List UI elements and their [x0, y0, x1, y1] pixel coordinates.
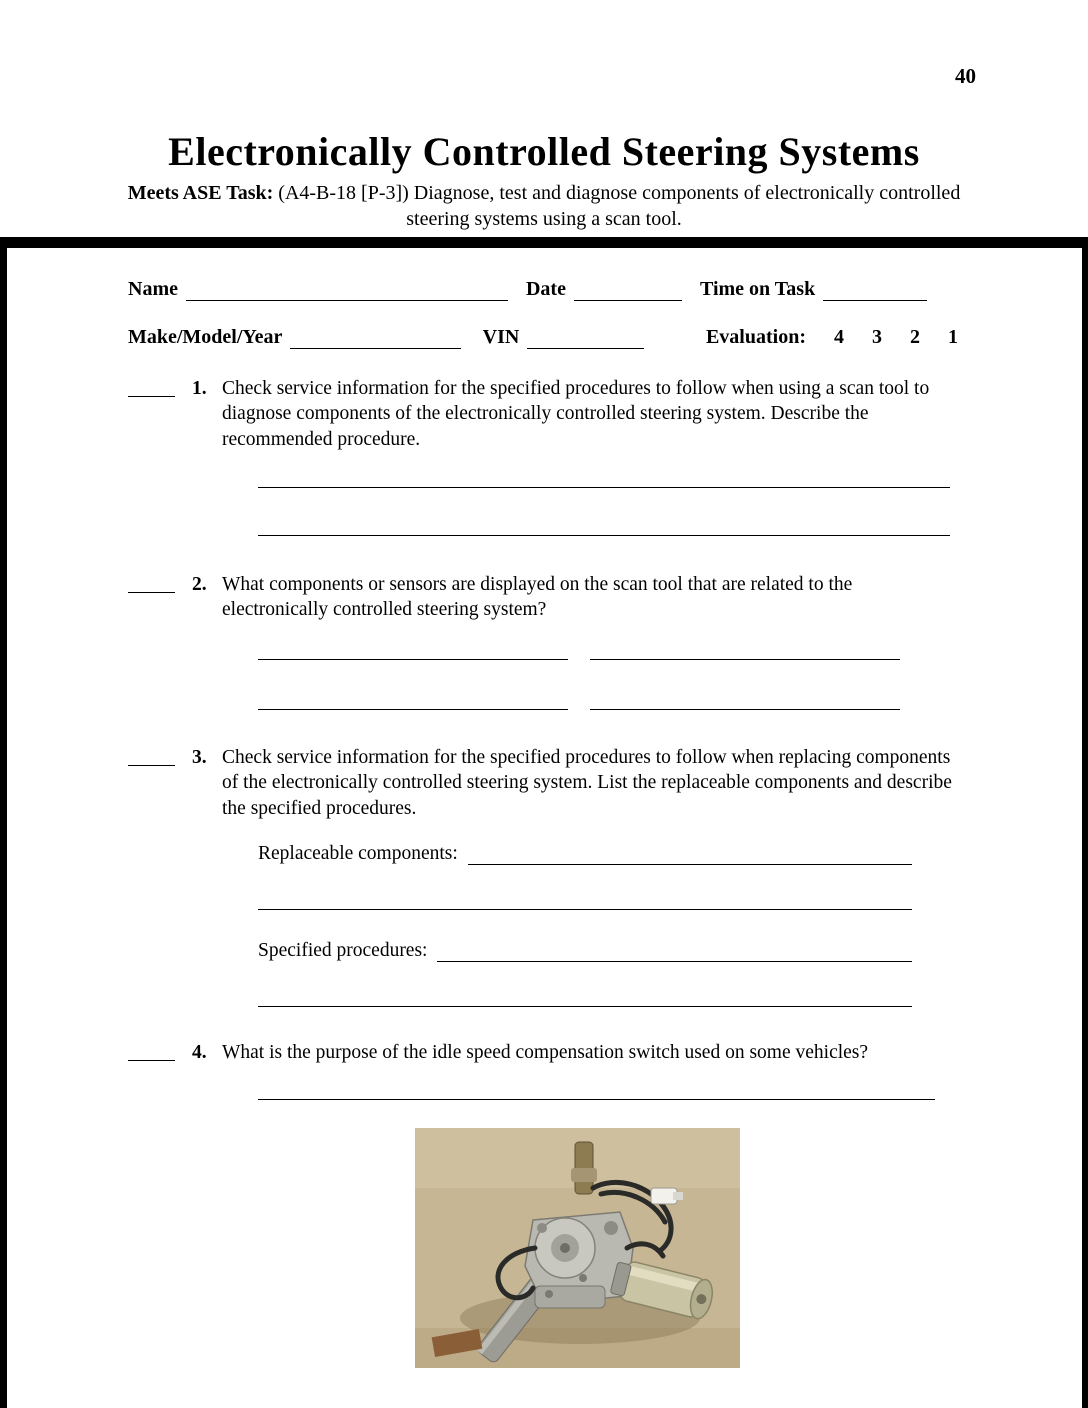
question-1-answer-line-2	[258, 534, 950, 536]
time-on-task-label: Time on Task	[699, 278, 816, 300]
question-4-number: 4.	[192, 1042, 207, 1063]
replaceable-components-label: Replaceable components:	[258, 843, 458, 864]
evaluation-label: Evaluation:	[705, 326, 806, 348]
question-3-check-blank	[128, 745, 175, 766]
evaluation-value-4: 4	[834, 326, 844, 348]
question-3	[128, 745, 956, 821]
question-4	[128, 1040, 956, 1065]
question-2-answer-line-1b	[590, 658, 900, 660]
ase-task-line	[124, 180, 964, 232]
bolt-detail	[579, 1274, 587, 1282]
bolt-detail	[545, 1290, 553, 1298]
specified-procedures-blank	[437, 940, 912, 962]
form-row-identity	[128, 278, 958, 301]
make-model-year-label: Make/Model/Year	[128, 326, 283, 348]
specified-procedures-line-2	[258, 1005, 912, 1007]
ase-task-text: (A4-B-18 [P-3]) Diagnose, test and diagnose components of electronically controlled steering systems using a scan tool.	[278, 182, 961, 230]
date-label: Date	[525, 278, 566, 300]
name-label: Name	[128, 278, 178, 300]
question-4-text: What is the purpose of the idle speed compensation switch used on some vehicles?	[222, 1042, 869, 1063]
name-blank	[186, 279, 508, 301]
header-divider-rule	[0, 237, 1088, 248]
question-4-check-blank	[128, 1040, 175, 1061]
date-blank	[574, 279, 682, 301]
question-2-number: 2.	[192, 574, 207, 595]
question-1-check-blank	[128, 376, 175, 397]
specified-procedures-label: Specified procedures:	[258, 940, 428, 961]
page-number: 40	[955, 64, 976, 88]
vin-blank	[527, 327, 644, 349]
question-3-number: 3.	[192, 747, 207, 768]
make-model-year-blank	[290, 327, 460, 349]
question-2-answer-line-2a	[258, 708, 568, 710]
replaceable-components-blank	[468, 843, 912, 865]
question-2-answer-line-1a	[258, 658, 568, 660]
vin-label: VIN	[482, 326, 520, 348]
question-1-text: Check service information for the specified procedures to follow when using a scan tool to diagnose components of the electronically controlled steering system. Describe the recommended procedure.	[222, 378, 930, 450]
question-1-number: 1.	[192, 378, 207, 399]
page-right-border	[1082, 237, 1088, 1408]
form-row-vehicle	[128, 326, 958, 349]
question-2-answer-line-2b	[590, 708, 900, 710]
question-2-check-blank	[128, 572, 175, 593]
evaluation-value-1: 1	[948, 326, 958, 348]
ase-task-label: Meets ASE Task:	[127, 182, 274, 204]
steering-column-photo	[415, 1128, 740, 1368]
question-3-text: Check service information for the specified procedures to follow when replacing components of the electronically controlled steering system. List the replaceable components and describe the specified procedures.	[222, 747, 952, 819]
question-2	[128, 572, 956, 623]
steering-column-photo-graphic	[415, 1128, 740, 1368]
page-title: Electronically Controlled Steering Systems	[168, 129, 920, 174]
time-on-task-blank	[823, 279, 927, 301]
question-1	[128, 376, 956, 452]
question-4-answer-line	[258, 1098, 935, 1100]
replaceable-components-line-2	[258, 908, 912, 910]
question-2-text: What components or sensors are displayed on the scan tool that are related to the electronically controlled steering system?	[222, 574, 853, 621]
question-1-answer-line-1	[258, 486, 950, 488]
replaceable-components-row	[258, 843, 912, 865]
specified-procedures-row	[258, 940, 912, 962]
page-left-border	[0, 237, 7, 1408]
evaluation-value-2: 2	[910, 326, 920, 348]
evaluation-value-3: 3	[872, 326, 882, 348]
